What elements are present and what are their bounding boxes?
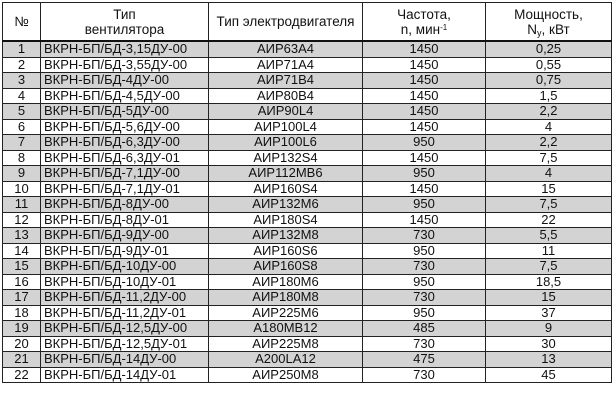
cell-power: 4 bbox=[486, 166, 612, 182]
table-row bbox=[3, 352, 612, 368]
table-row bbox=[3, 57, 612, 73]
cell-frequency: 1450 bbox=[363, 73, 486, 89]
header-fan-type bbox=[41, 3, 209, 42]
cell-num: 11 bbox=[3, 197, 41, 213]
fan-spec-table bbox=[2, 2, 612, 383]
cell-num: 14 bbox=[3, 243, 41, 259]
cell-num: 10 bbox=[3, 181, 41, 197]
cell-frequency: 950 bbox=[363, 135, 486, 151]
cell-num: 7 bbox=[3, 135, 41, 151]
cell-num: 18 bbox=[3, 305, 41, 321]
cell-motor-type: АИР132S4 bbox=[209, 150, 363, 166]
cell-fan-type: ВКРН-БП/БД-9ДУ-01 bbox=[41, 243, 209, 259]
cell-power: 22 bbox=[486, 212, 612, 228]
cell-power: 18,5 bbox=[486, 274, 612, 290]
cell-fan-type: ВКРН-БП/БД-4ДУ-00 bbox=[41, 73, 209, 89]
header-power-line1: Мощность, bbox=[514, 6, 583, 22]
cell-power: 13 bbox=[486, 352, 612, 368]
cell-num: 3 bbox=[3, 73, 41, 89]
table-row bbox=[3, 321, 612, 337]
cell-power: 7,5 bbox=[486, 150, 612, 166]
cell-frequency: 730 bbox=[363, 336, 486, 352]
cell-power: 5,5 bbox=[486, 228, 612, 244]
cell-frequency: 950 bbox=[363, 305, 486, 321]
cell-frequency: 1450 bbox=[363, 57, 486, 73]
cell-frequency: 730 bbox=[363, 367, 486, 383]
cell-num: 22 bbox=[3, 367, 41, 383]
cell-motor-type: А180МВ12 bbox=[209, 321, 363, 337]
table-row bbox=[3, 367, 612, 383]
table-header bbox=[3, 3, 612, 42]
table-row bbox=[3, 197, 612, 213]
cell-power: 9 bbox=[486, 321, 612, 337]
cell-frequency: 950 bbox=[363, 243, 486, 259]
header-power-subscript: у bbox=[537, 27, 542, 38]
cell-power: 37 bbox=[486, 305, 612, 321]
cell-motor-type: АИР100L4 bbox=[209, 119, 363, 135]
table-row bbox=[3, 166, 612, 182]
cell-power: 1,5 bbox=[486, 88, 612, 104]
cell-frequency: 730 bbox=[363, 290, 486, 306]
table-row bbox=[3, 274, 612, 290]
cell-motor-type: АИР160S4 bbox=[209, 181, 363, 197]
table-row bbox=[3, 305, 612, 321]
cell-fan-type: ВКРН-БП/БД-7,1ДУ-01 bbox=[41, 181, 209, 197]
cell-fan-type: ВКРН-БП/БД-14ДУ-00 bbox=[41, 352, 209, 368]
cell-frequency: 475 bbox=[363, 352, 486, 368]
cell-power: 2,2 bbox=[486, 104, 612, 120]
cell-power: 15 bbox=[486, 290, 612, 306]
cell-fan-type: ВКРН-БП/БД-4,5ДУ-00 bbox=[41, 88, 209, 104]
cell-num: 8 bbox=[3, 150, 41, 166]
cell-num: 15 bbox=[3, 259, 41, 275]
table-row bbox=[3, 104, 612, 120]
cell-power: 0,25 bbox=[486, 41, 612, 57]
cell-fan-type: ВКРН-БП/БД-6,3ДУ-01 bbox=[41, 150, 209, 166]
cell-frequency: 1450 bbox=[363, 119, 486, 135]
cell-frequency: 730 bbox=[363, 259, 486, 275]
cell-power: 4 bbox=[486, 119, 612, 135]
cell-frequency: 1450 bbox=[363, 150, 486, 166]
cell-num: 16 bbox=[3, 274, 41, 290]
cell-num: 4 bbox=[3, 88, 41, 104]
cell-num: 5 bbox=[3, 104, 41, 120]
table-row bbox=[3, 73, 612, 89]
cell-motor-type: АИР71В4 bbox=[209, 73, 363, 89]
cell-num: 6 bbox=[3, 119, 41, 135]
cell-fan-type: ВКРН-БП/БД-8ДУ-00 bbox=[41, 197, 209, 213]
cell-power: 15 bbox=[486, 181, 612, 197]
table-row bbox=[3, 336, 612, 352]
cell-fan-type: ВКРН-БП/БД-6,3ДУ-00 bbox=[41, 135, 209, 151]
cell-frequency: 950 bbox=[363, 274, 486, 290]
table-body bbox=[3, 41, 612, 383]
cell-motor-type: АИР100L6 bbox=[209, 135, 363, 151]
cell-num: 2 bbox=[3, 57, 41, 73]
cell-motor-type: АИР132М6 bbox=[209, 197, 363, 213]
cell-fan-type: ВКРН-БП/БД-8ДУ-01 bbox=[41, 212, 209, 228]
cell-num: 9 bbox=[3, 166, 41, 182]
header-frequency bbox=[363, 3, 486, 42]
cell-frequency: 1450 bbox=[363, 41, 486, 57]
cell-frequency: 1450 bbox=[363, 212, 486, 228]
table-row bbox=[3, 119, 612, 135]
cell-num: 12 bbox=[3, 212, 41, 228]
cell-power: 7,5 bbox=[486, 197, 612, 213]
cell-motor-type: АИР90L4 bbox=[209, 104, 363, 120]
header-motor-type: Тип электродвигателя bbox=[209, 3, 363, 42]
cell-fan-type: ВКРН-БП/БД-14ДУ-01 bbox=[41, 367, 209, 383]
header-fan-type-line1: Тип bbox=[113, 6, 136, 22]
table-row bbox=[3, 181, 612, 197]
header-power-line2 bbox=[486, 22, 611, 37]
header-frequency-line2 bbox=[363, 22, 485, 37]
cell-num: 13 bbox=[3, 228, 41, 244]
header-power bbox=[486, 3, 612, 42]
cell-power: 11 bbox=[486, 243, 612, 259]
cell-num: 21 bbox=[3, 352, 41, 368]
cell-fan-type: ВКРН-БП/БД-9ДУ-00 bbox=[41, 228, 209, 244]
cell-motor-type: АИР250М8 bbox=[209, 367, 363, 383]
table-row bbox=[3, 243, 612, 259]
cell-fan-type: ВКРН-БП/БД-10ДУ-00 bbox=[41, 259, 209, 275]
header-frequency-line1: Частота, bbox=[397, 6, 451, 22]
cell-num: 17 bbox=[3, 290, 41, 306]
cell-power: 30 bbox=[486, 336, 612, 352]
table-row bbox=[3, 135, 612, 151]
table-row bbox=[3, 259, 612, 275]
cell-fan-type: ВКРН-БП/БД-12,5ДУ-01 bbox=[41, 336, 209, 352]
table-row bbox=[3, 150, 612, 166]
table-row bbox=[3, 88, 612, 104]
header-frequency-exponent: -1 bbox=[440, 22, 448, 32]
cell-motor-type: АИР132М8 bbox=[209, 228, 363, 244]
cell-power: 45 bbox=[486, 367, 612, 383]
cell-frequency: 485 bbox=[363, 321, 486, 337]
cell-frequency: 950 bbox=[363, 197, 486, 213]
cell-fan-type: ВКРН-БП/БД-5,6ДУ-00 bbox=[41, 119, 209, 135]
cell-frequency: 1450 bbox=[363, 181, 486, 197]
cell-fan-type: ВКРН-БП/БД-12,5ДУ-00 bbox=[41, 321, 209, 337]
table-row bbox=[3, 212, 612, 228]
cell-motor-type: АИР180М8 bbox=[209, 290, 363, 306]
cell-fan-type: ВКРН-БП/БД-3,55ДУ-00 bbox=[41, 57, 209, 73]
cell-motor-type: АИР80В4 bbox=[209, 88, 363, 104]
cell-fan-type: ВКРН-БП/БД-5ДУ-00 bbox=[41, 104, 209, 120]
cell-motor-type: АИР180М6 bbox=[209, 274, 363, 290]
table-row bbox=[3, 290, 612, 306]
header-fan-type-line2: вентилятора bbox=[84, 21, 165, 37]
cell-power: 7,5 bbox=[486, 259, 612, 275]
cell-fan-type: ВКРН-БП/БД-3,15ДУ-00 bbox=[41, 41, 209, 57]
header-row bbox=[3, 3, 612, 42]
cell-frequency: 1450 bbox=[363, 104, 486, 120]
table-row bbox=[3, 41, 612, 57]
cell-num: 1 bbox=[3, 41, 41, 57]
cell-motor-type: АИР160S6 bbox=[209, 243, 363, 259]
cell-motor-type: А200LA12 bbox=[209, 352, 363, 368]
cell-motor-type: АИР180S4 bbox=[209, 212, 363, 228]
cell-fan-type: ВКРН-БП/БД-11,2ДУ-00 bbox=[41, 290, 209, 306]
cell-motor-type: АИР71А4 bbox=[209, 57, 363, 73]
cell-fan-type: ВКРН-БП/БД-7,1ДУ-00 bbox=[41, 166, 209, 182]
header-power-symbol: N bbox=[527, 21, 538, 37]
cell-frequency: 1450 bbox=[363, 88, 486, 104]
header-power-unit: , кВт bbox=[541, 21, 570, 37]
header-num: № bbox=[3, 3, 41, 42]
cell-fan-type: ВКРН-БП/БД-10ДУ-01 bbox=[41, 274, 209, 290]
cell-motor-type: АИР63А4 bbox=[209, 41, 363, 57]
cell-frequency: 950 bbox=[363, 166, 486, 182]
cell-power: 0,75 bbox=[486, 73, 612, 89]
table-row bbox=[3, 228, 612, 244]
cell-fan-type: ВКРН-БП/БД-11,2ДУ-01 bbox=[41, 305, 209, 321]
cell-power: 2,2 bbox=[486, 135, 612, 151]
header-frequency-unit: n, мин bbox=[400, 21, 441, 37]
cell-motor-type: АИР160S8 bbox=[209, 259, 363, 275]
cell-power: 0,55 bbox=[486, 57, 612, 73]
cell-motor-type: АИР112МВ6 bbox=[209, 166, 363, 182]
cell-num: 19 bbox=[3, 321, 41, 337]
cell-num: 20 bbox=[3, 336, 41, 352]
cell-motor-type: АИР225М8 bbox=[209, 336, 363, 352]
cell-motor-type: АИР225М6 bbox=[209, 305, 363, 321]
cell-frequency: 730 bbox=[363, 228, 486, 244]
